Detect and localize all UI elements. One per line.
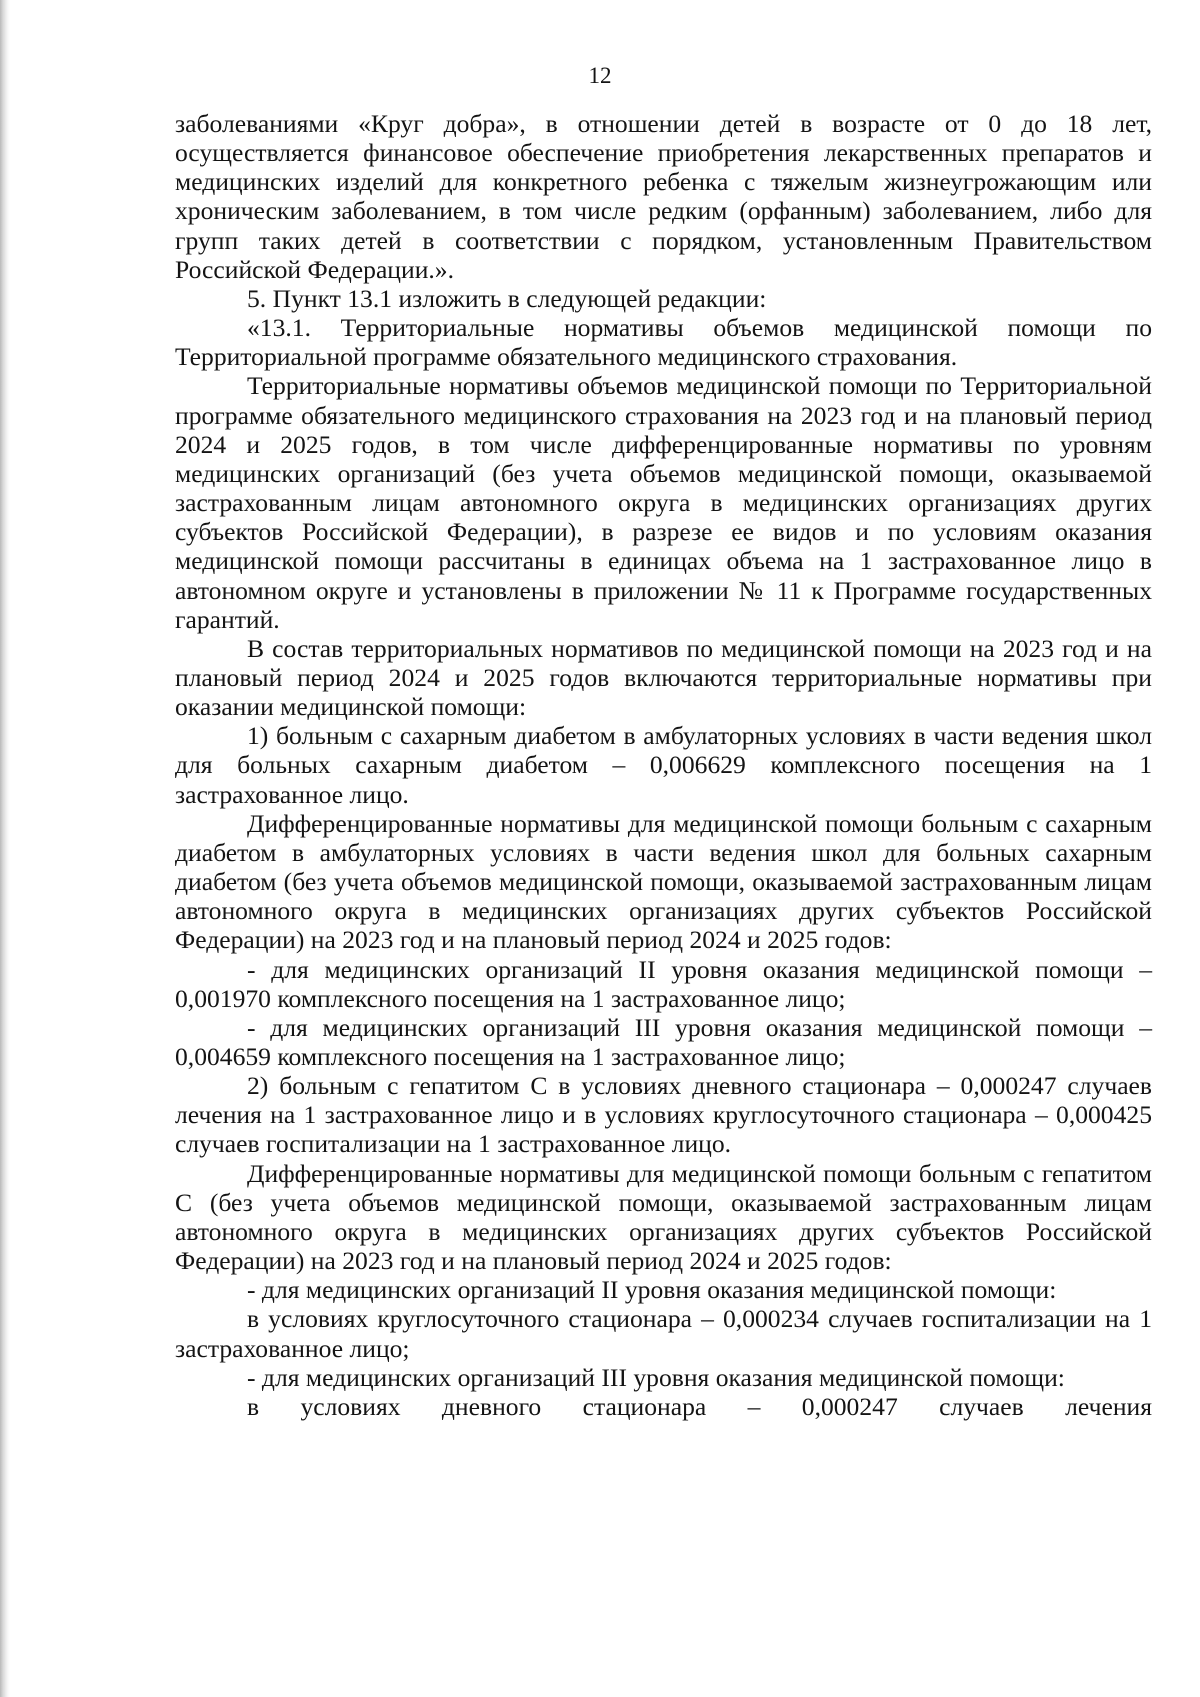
paragraph-hepatitis-level-3-day-hospital: в условиях дневного стационара – 0,000247 случаев лечения bbox=[247, 1391, 1152, 1421]
document-body bbox=[175, 109, 1152, 1421]
list-item-diabetes-level-3: - для медицинских организаций III уровня оказания медицинской помощи – 0,004659 комплексного посещения на 1 застрахованное лицо; bbox=[175, 1012, 1152, 1071]
paragraph-diabetes-norm: 1) больным с сахарным диабетом в амбулаторных условиях в части ведения школ для больных сахарным диабетом – 0,006629 комплексного посещения на 1 застрахованное лицо. bbox=[175, 721, 1152, 809]
paragraph-hepatitis-level-2-roundclock: в условиях круглосуточного стационара – 0,000234 случаев госпитализации на 1 застрахованное лицо; bbox=[175, 1304, 1152, 1363]
list-item-hepatitis-level-2: - для медицинских организаций II уровня оказания медицинской помощи: bbox=[247, 1275, 1057, 1305]
paragraph-hepatitis-norm: 2) больным с гепатитом С в условиях дневного стационара – 0,000247 случаев лечения на 1 застрахованное лицо и в условиях круглосуточного стационара – 0,000425 случаев госпитализации на 1 застрахованное лицо. bbox=[175, 1071, 1152, 1159]
paragraph-diabetes-differentiated: Дифференцированные нормативы для медицинской помощи больным с сахарным диабетом в амбулаторных условиях в части ведения школ для больных сахарным диабетом (без учета объемов медицинской помощи, оказываемой застрахованным лицам автономного округа в медицинских организациях других субъектов Российской Федерации) на 2023 год и на плановый период 2024 и 2025 годов: bbox=[175, 808, 1152, 955]
list-item-diabetes-level-2: - для медицинских организаций II уровня оказания медицинской помощи – 0,001970 комплексного посещения на 1 застрахованное лицо; bbox=[175, 954, 1152, 1013]
scan-edge-shadow bbox=[0, 0, 10, 1697]
list-item-hepatitis-level-3: - для медицинских организаций III уровня оказания медицинской помощи: bbox=[247, 1362, 1065, 1392]
paragraph-section-13-1-heading: «13.1. Территориальные нормативы объемов медицинской помощи по Территориальной программе обязательного медицинского страхования. bbox=[175, 313, 1152, 372]
page-number: 12 bbox=[588, 63, 612, 88]
paragraph-hepatitis-differentiated: Дифференцированные нормативы для медицинской помощи больным с гепатитом С (без учета объемов медицинской помощи, оказываемой застрахованным лицам автономного округа в медицинских организациях других субъектов Российской Федерации) на 2023 год и на плановый период 2024 и 2025 годов: bbox=[175, 1158, 1152, 1276]
paragraph-territorial-norms: Территориальные нормативы объемов медицинской помощи по Территориальной программе обязательного медицинского страхования на 2023 год и на плановый период 2024 и 2025 годов, в том числе дифференцированные нормативы по уровням медицинских организаций (без учета объемов медицинской помощи, оказываемой застрахованным лицам автономного округа в медицинских организациях других субъектов Российской Федерации), в разрезе ее видов и по условиям оказания медицинской помощи рассчитаны в единицах объема на 1 застрахованное лицо в автономном округе и установлены в приложении № 11 к Программе государственных гарантий. bbox=[175, 371, 1152, 634]
paragraph-continuation: заболеваниями «Круг добра», в отношении детей в возрасте от 0 до 18 лет, осуществляется финансовое обеспечение приобретения лекарственных препаратов и медицинских изделий для конкретного ребенка с тяжелым жизнеугрожающим или хроническим заболеванием, в том числе редким (орфанным) заболеванием, либо для групп таких детей в соответствии с порядком, установленным Правительством Российской Федерации.». bbox=[175, 109, 1152, 284]
paragraph-norms-composition: В состав территориальных нормативов по медицинской помощи на 2023 год и на плановый период 2024 и 2025 годов включаются территориальные нормативы при оказании медицинской помощи: bbox=[175, 633, 1152, 722]
paragraph-item-5: 5. Пункт 13.1 изложить в следующей редакции: bbox=[247, 283, 767, 313]
